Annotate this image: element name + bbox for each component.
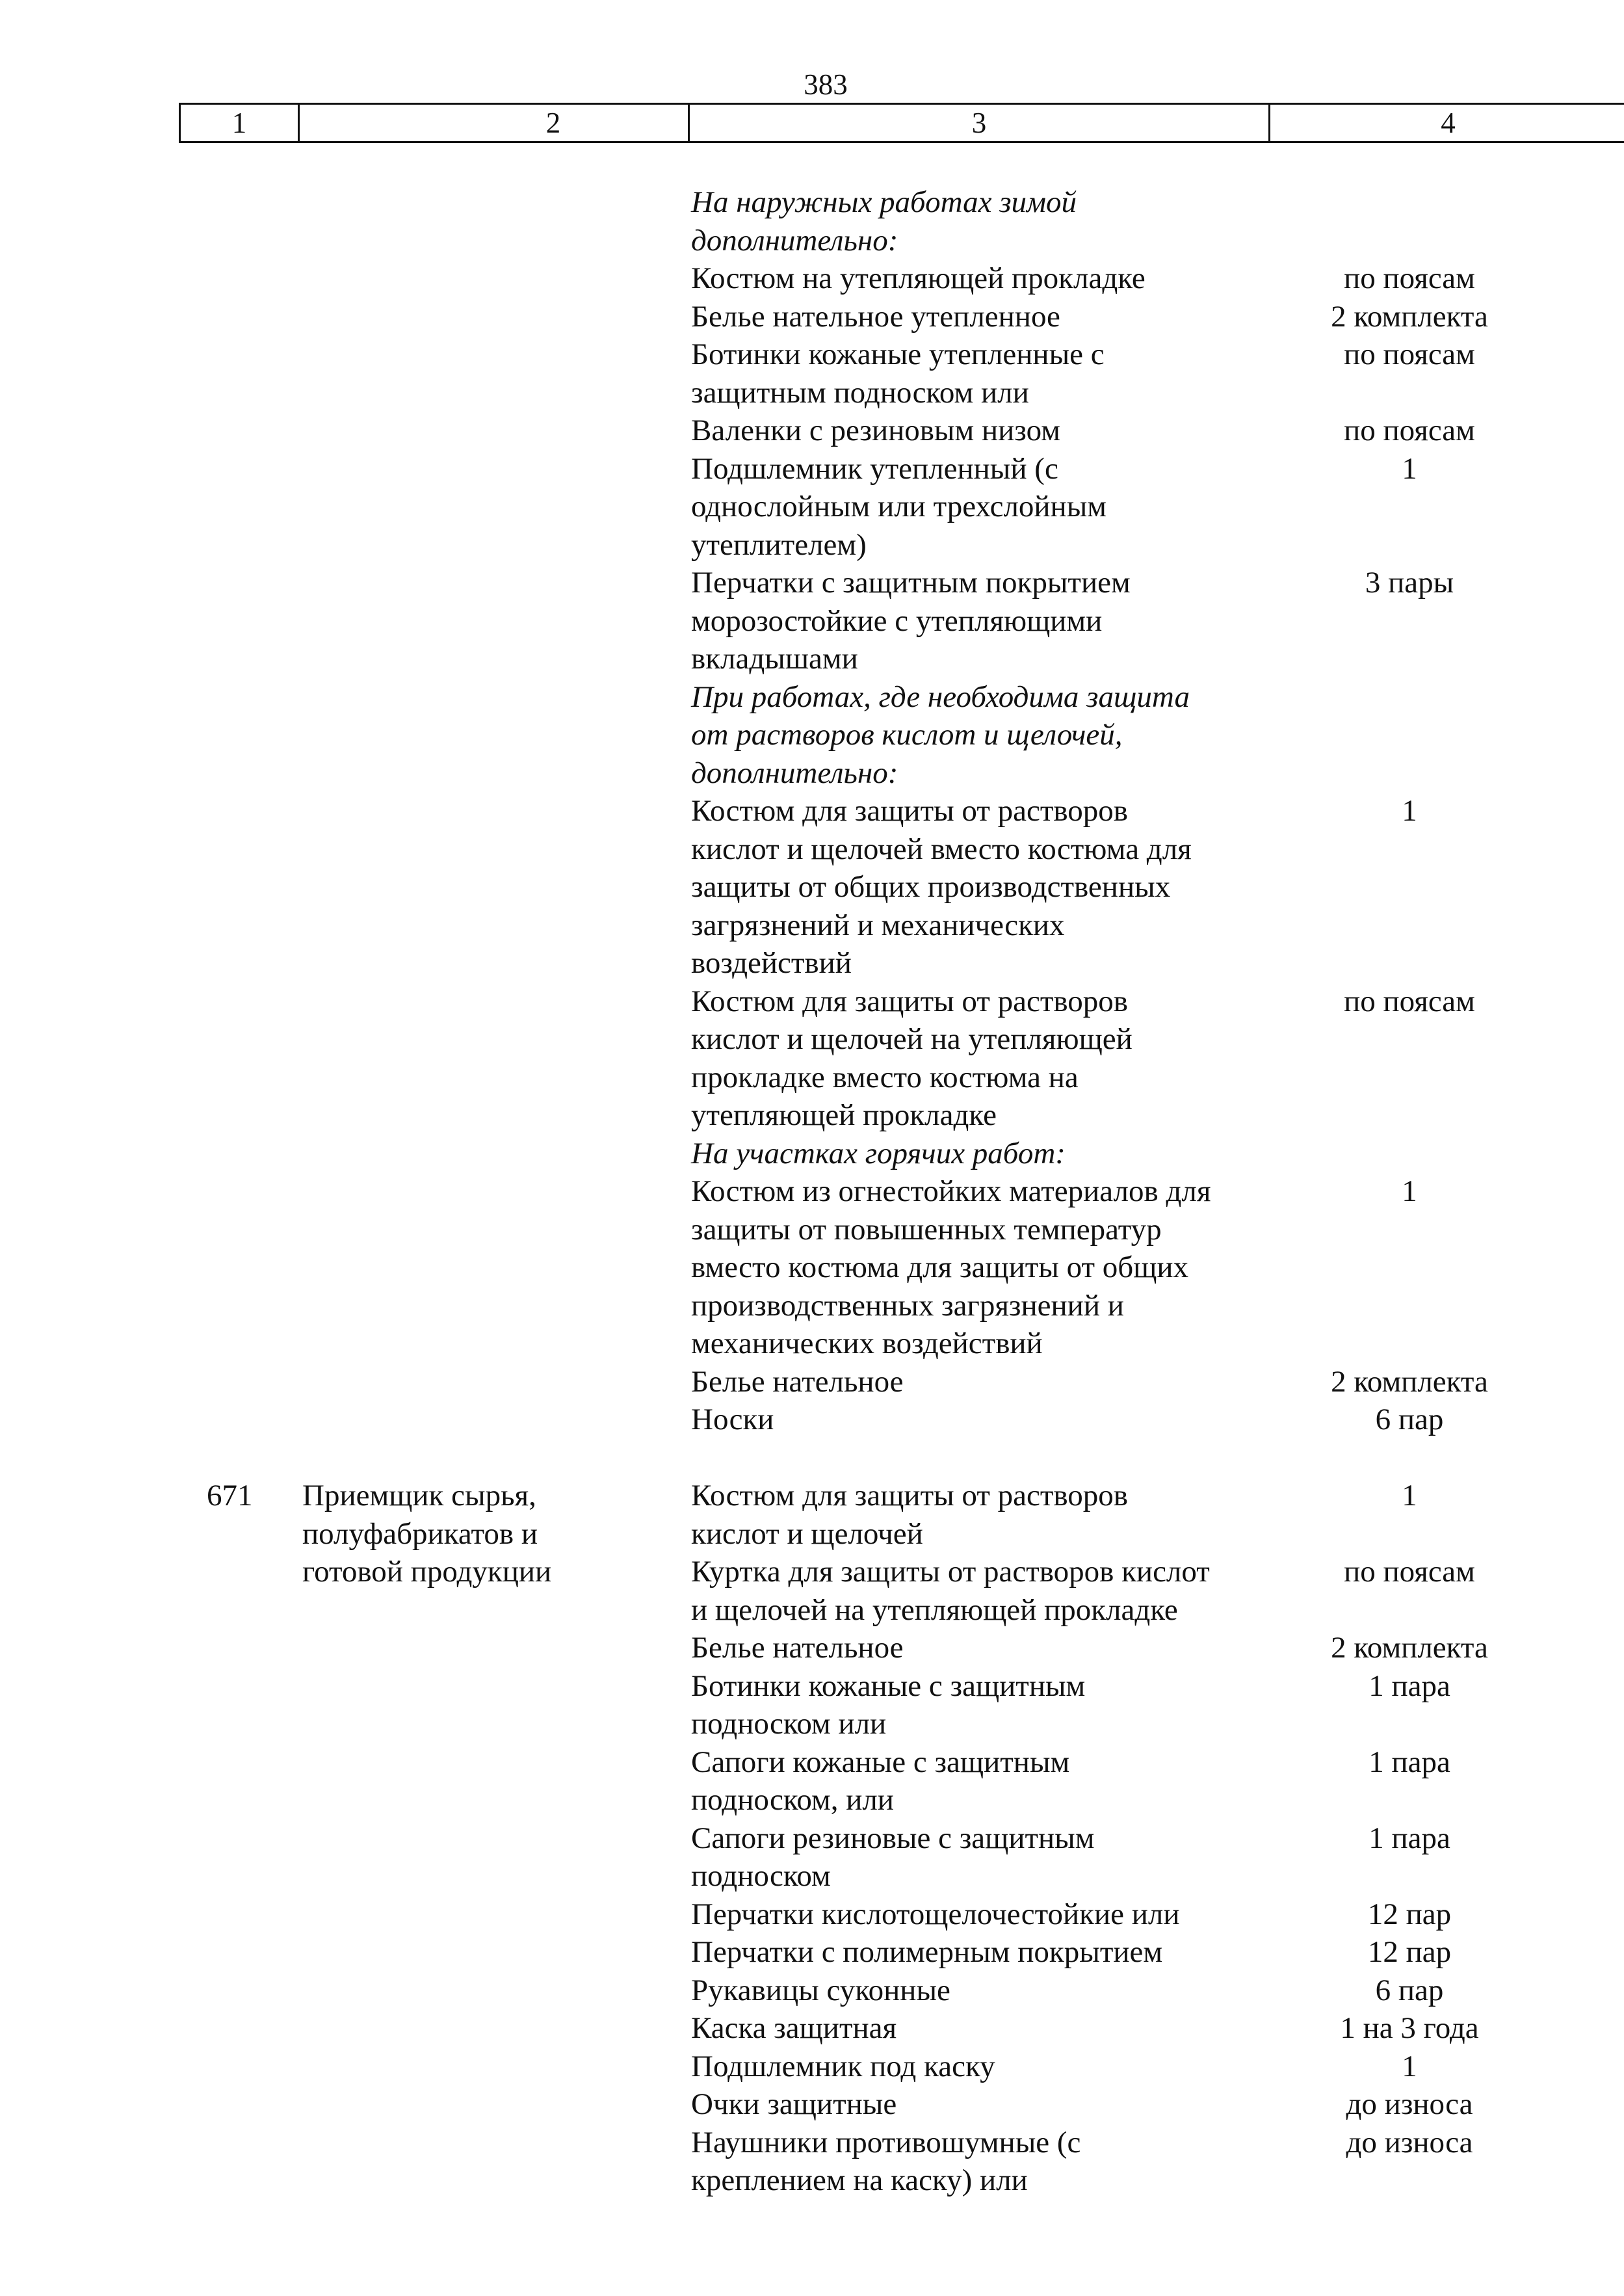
item-row bbox=[0, 526, 1624, 564]
item-row bbox=[0, 2161, 1624, 2200]
item-row bbox=[0, 374, 1624, 412]
item-quantity: 1 пара bbox=[1369, 1821, 1450, 1855]
item-name: подноском или bbox=[691, 1707, 887, 1741]
item-name: Каска защитная bbox=[691, 2011, 897, 2045]
item-quantity: 1 bbox=[1402, 794, 1417, 828]
item-quantity: по поясам bbox=[1344, 337, 1475, 371]
item-row bbox=[0, 1059, 1624, 1097]
item-row bbox=[0, 1172, 1624, 1211]
item-row bbox=[0, 1819, 1624, 1858]
item-row bbox=[0, 412, 1624, 450]
item-name: Костюм на утепляющей прокладке bbox=[691, 261, 1146, 295]
item-quantity: 2 комплекта bbox=[1331, 1631, 1488, 1665]
item-row bbox=[0, 1743, 1624, 1782]
item-quantity: по поясам bbox=[1344, 1555, 1475, 1589]
item-name: Перчатки с защитным покрытием bbox=[691, 566, 1131, 600]
item-name: подноском bbox=[691, 1859, 831, 1893]
item-row bbox=[0, 792, 1624, 830]
item-name: Наушники противошумные (с bbox=[691, 2125, 1081, 2159]
item-name: воздействий bbox=[691, 946, 852, 980]
item-name: Костюм из огнестойких материалов для bbox=[691, 1174, 1211, 1208]
item-row bbox=[0, 1287, 1624, 1325]
item-quantity: 1 на 3 года bbox=[1340, 2011, 1479, 2045]
section-heading-line: На наружных работах зимой bbox=[691, 185, 1077, 219]
item-row bbox=[0, 1933, 1624, 1972]
item-quantity: по поясам bbox=[1344, 414, 1475, 447]
item-row bbox=[0, 830, 1624, 869]
profession-name-line: Приемщик сырья, bbox=[302, 1479, 536, 1512]
item-name: производственных загрязнений и bbox=[691, 1288, 1124, 1323]
item-name: защиты от повышенных температур bbox=[691, 1212, 1162, 1247]
entry-number: 671 bbox=[207, 1479, 253, 1512]
item-row bbox=[0, 1363, 1624, 1401]
column-header-3: 3 bbox=[971, 107, 987, 139]
item-name: Куртка для защиты от растворов кислот bbox=[691, 1555, 1210, 1589]
item-row bbox=[0, 450, 1624, 488]
item-name: Рукавицы суконные bbox=[691, 1973, 950, 2007]
item-name: Костюм для защиты от растворов bbox=[691, 984, 1128, 1018]
item-quantity: 6 пар bbox=[1375, 1973, 1444, 2007]
item-name: подноском, или bbox=[691, 1783, 894, 1817]
item-name: кислот и щелочей bbox=[691, 1516, 923, 1551]
item-name: вкладышами bbox=[691, 642, 858, 676]
item-name: морозостойкие с утепляющими bbox=[691, 603, 1103, 638]
item-row bbox=[0, 2009, 1624, 2048]
item-quantity: до износа bbox=[1346, 2125, 1473, 2159]
section-heading-line: от растворов кислот и щелочей, bbox=[691, 718, 1123, 752]
section-heading-line: дополнительно: bbox=[691, 223, 898, 257]
item-name: Очки защитные bbox=[691, 2087, 897, 2121]
item-quantity: 1 bbox=[1402, 2049, 1417, 2083]
item-quantity: 3 пары bbox=[1365, 566, 1454, 600]
item-row bbox=[0, 1325, 1624, 1363]
item-row bbox=[0, 564, 1624, 602]
item-quantity: 2 комплекта bbox=[1331, 1364, 1488, 1399]
item-quantity: до износа bbox=[1346, 2087, 1473, 2121]
item-row bbox=[0, 983, 1624, 1021]
column-header-2: 2 bbox=[545, 107, 561, 139]
item-row bbox=[0, 2085, 1624, 2124]
item-name: Сапоги кожаные с защитным bbox=[691, 1745, 1070, 1779]
item-row bbox=[0, 259, 1624, 298]
item-row bbox=[0, 2048, 1624, 2086]
item-quantity: 1 пара bbox=[1369, 1669, 1450, 1703]
item-quantity: 1 bbox=[1402, 1479, 1417, 1512]
item-quantity: 12 пар bbox=[1367, 1935, 1452, 1969]
item-name: Ботинки кожаные с защитным bbox=[691, 1669, 1086, 1703]
item-row bbox=[0, 1895, 1624, 1934]
item-name: вместо костюма для защиты от общих bbox=[691, 1250, 1189, 1284]
column-header-1: 1 bbox=[231, 107, 247, 139]
item-name: кислот и щелочей вместо костюма для bbox=[691, 832, 1192, 866]
item-name: Подшлемник под каску bbox=[691, 2049, 995, 2083]
column-header-row bbox=[179, 103, 1624, 143]
item-name: Белье нательное bbox=[691, 1364, 904, 1399]
item-name: однослойным или трехслойным bbox=[691, 490, 1107, 523]
section-heading bbox=[0, 678, 1624, 717]
item-quantity: по поясам bbox=[1344, 984, 1475, 1018]
item-name: креплением на каску) или bbox=[691, 2163, 1028, 2197]
item-name: Перчатки кислотощелочестойкие или bbox=[691, 1897, 1180, 1931]
item-name: кислот и щелочей на утепляющей bbox=[691, 1022, 1133, 1056]
item-row bbox=[0, 1705, 1624, 1743]
item-quantity: 12 пар bbox=[1367, 1897, 1452, 1931]
item-name: Костюм для защиты от растворов bbox=[691, 794, 1128, 828]
item-name: защиты от общих производственных bbox=[691, 870, 1171, 904]
item-quantity: 6 пар bbox=[1375, 1403, 1444, 1436]
section-heading bbox=[0, 716, 1624, 754]
item-row bbox=[0, 944, 1624, 983]
section-heading-line: На участках горячих работ: bbox=[691, 1136, 1066, 1170]
item-name: Костюм для защиты от растворов bbox=[691, 1479, 1128, 1512]
item-row bbox=[0, 1553, 1624, 1591]
item-name: утепляющей прокладке bbox=[691, 1098, 997, 1132]
item-quantity: 1 bbox=[1402, 1174, 1417, 1208]
item-row bbox=[0, 1248, 1624, 1287]
item-name: утеплителем) bbox=[691, 527, 867, 562]
item-row bbox=[0, 1972, 1624, 2010]
item-row bbox=[0, 1515, 1624, 1553]
item-name: прокладке вместо костюма на bbox=[691, 1060, 1079, 1094]
item-row bbox=[0, 1020, 1624, 1059]
section-heading bbox=[0, 754, 1624, 793]
item-quantity: 1 пара bbox=[1369, 1745, 1450, 1779]
page-number: 383 bbox=[804, 68, 848, 101]
item-name: Валенки с резиновым низом bbox=[691, 414, 1060, 447]
item-name: Ботинки кожаные утепленные с bbox=[691, 337, 1105, 371]
item-row bbox=[0, 1629, 1624, 1667]
item-quantity: по поясам bbox=[1344, 261, 1475, 295]
item-row bbox=[0, 488, 1624, 526]
item-row bbox=[0, 1401, 1624, 1439]
section-heading-line: дополнительно: bbox=[691, 756, 898, 790]
column-header-4: 4 bbox=[1441, 107, 1456, 139]
item-row bbox=[0, 1857, 1624, 1895]
item-quantity: 1 bbox=[1402, 451, 1417, 486]
item-row bbox=[0, 602, 1624, 640]
section-heading bbox=[0, 222, 1624, 260]
item-name: Белье нательное bbox=[691, 1631, 904, 1665]
item-row bbox=[0, 336, 1624, 374]
item-row bbox=[0, 1211, 1624, 1249]
item-row bbox=[0, 2124, 1624, 2162]
item-name: защитным подноском или bbox=[691, 375, 1029, 410]
item-name: Подшлемник утепленный (с bbox=[691, 451, 1058, 486]
item-row bbox=[0, 1096, 1624, 1135]
section-heading bbox=[0, 183, 1624, 222]
item-name: Перчатки с полимерным покрытием bbox=[691, 1935, 1163, 1969]
item-row bbox=[0, 1591, 1624, 1630]
section-heading bbox=[0, 1135, 1624, 1173]
item-row bbox=[0, 906, 1624, 945]
item-name: загрязнений и механических bbox=[691, 908, 1065, 942]
item-name: Белье нательное утепленное bbox=[691, 299, 1060, 334]
item-quantity: 2 комплекта bbox=[1331, 299, 1488, 334]
item-name: Сапоги резиновые с защитным bbox=[691, 1821, 1095, 1855]
item-row bbox=[0, 1667, 1624, 1706]
item-row bbox=[0, 640, 1624, 678]
item-name: механических воздействий bbox=[691, 1326, 1043, 1360]
item-name: Носки bbox=[691, 1403, 774, 1436]
section-heading-line: При работах, где необходима защита bbox=[691, 680, 1190, 714]
item-row bbox=[0, 1477, 1624, 1515]
profession-name-line: полуфабрикатов и bbox=[302, 1516, 538, 1551]
item-row bbox=[0, 868, 1624, 906]
item-name: и щелочей на утепляющей прокладке bbox=[691, 1592, 1178, 1627]
profession-name-line: готовой продукции bbox=[302, 1555, 552, 1589]
item-row bbox=[0, 1781, 1624, 1819]
item-row bbox=[0, 298, 1624, 336]
